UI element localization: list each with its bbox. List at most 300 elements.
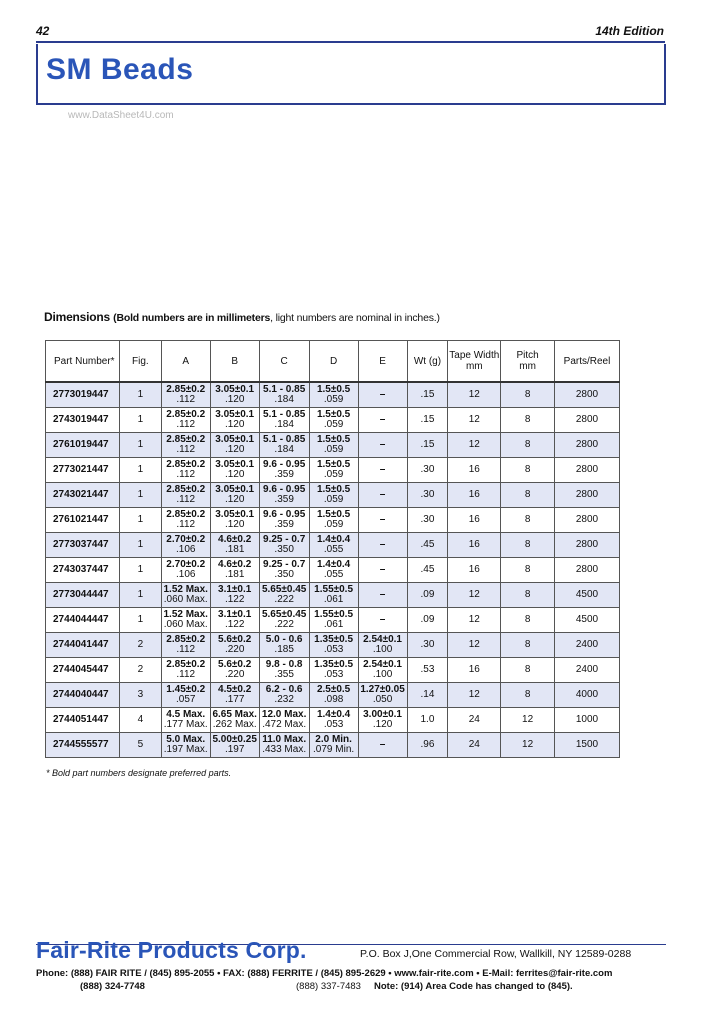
header-c: C (259, 341, 309, 383)
cell-b-mm: 3.05±0.1 (215, 484, 255, 495)
cell-c (259, 658, 309, 683)
cell-pitch: 8 (501, 508, 555, 533)
cell-c-mm: 5.65±0.45 (261, 609, 307, 620)
cell-c (259, 533, 309, 558)
table-row (46, 558, 620, 583)
cell-parts-reel: 4000 (555, 683, 620, 708)
cell-part-number: 2773037447 (46, 533, 120, 558)
cell-parts-reel: 2800 (555, 558, 620, 583)
cell-a (161, 508, 210, 533)
cell-a (161, 558, 210, 583)
cell-tape-width: 12 (448, 683, 501, 708)
cell-a-mm: 2.85±0.2 (166, 384, 206, 395)
cell-a-mm: 2.85±0.2 (166, 459, 206, 470)
cell-tape-width: 12 (448, 608, 501, 633)
cell-tape-width: 16 (448, 658, 501, 683)
page-number: 42 (36, 24, 50, 38)
cell-d-mm: 1.5±0.5 (316, 484, 351, 495)
cell-c-mm: 9.8 - 0.8 (265, 659, 303, 670)
cell-wt: .15 (407, 382, 448, 408)
cell-c (259, 708, 309, 733)
cell-a-inch: .060 Max. (163, 594, 208, 605)
cell-b-mm: 6.65 Max. (212, 709, 257, 720)
dimensions-heading-mid: (Bold numbers are in millimeters (113, 312, 271, 324)
cell-a-mm: 5.0 Max. (166, 734, 206, 745)
cell-parts-reel: 2800 (555, 458, 620, 483)
cell-pitch: 12 (501, 708, 555, 733)
cell-d-mm: 1.4±0.4 (316, 534, 351, 545)
cell-parts-reel: 1500 (555, 733, 620, 758)
cell-fig: 1 (119, 458, 161, 483)
table-row (46, 508, 620, 533)
cell-tape-width: 16 (448, 558, 501, 583)
cell-a-inch: .106 (176, 544, 196, 555)
cell-b-mm: 5.6±0.2 (218, 634, 252, 645)
cell-d (309, 458, 358, 483)
header-pitch (501, 341, 555, 383)
dimensions-table (45, 340, 620, 758)
cell-c-inch: .359 (274, 494, 294, 505)
cell-e (358, 608, 407, 633)
header-a: A (161, 341, 210, 383)
cell-wt: .15 (407, 408, 448, 433)
table-row (46, 483, 620, 508)
table-row (46, 683, 620, 708)
table-body (46, 382, 620, 758)
cell-a-inch: .057 (176, 694, 196, 705)
cell-e-mm: 2.54±0.1 (363, 659, 402, 670)
cell-parts-reel: 2800 (555, 382, 620, 408)
header-rule (36, 41, 665, 43)
cell-a (161, 608, 210, 633)
cell-c (259, 483, 309, 508)
cell-c-inch: .184 (274, 394, 294, 405)
cell-pitch: 8 (501, 683, 555, 708)
cell-parts-reel: 2800 (555, 533, 620, 558)
cell-d-inch: .053 (323, 669, 344, 680)
cell-wt: .53 (407, 658, 448, 683)
cell-a-inch: .112 (176, 419, 196, 430)
cell-tape-width: 12 (448, 382, 501, 408)
cell-pitch: 8 (501, 408, 555, 433)
cell-fig: 1 (119, 382, 161, 408)
cell-a-inch: .112 (176, 494, 196, 505)
table-row (46, 583, 620, 608)
cell-d-mm: 1.5±0.5 (316, 409, 351, 420)
cell-wt: .30 (407, 633, 448, 658)
cell-a (161, 408, 210, 433)
header-tape-width (448, 341, 501, 383)
cell-d (309, 382, 358, 408)
table-row (46, 382, 620, 408)
cell-parts-reel: 2800 (555, 508, 620, 533)
table-row (46, 733, 620, 758)
contact-line-2 (80, 981, 573, 992)
cell-wt: .30 (407, 458, 448, 483)
cell-e-mm: 3.00±0.1 (363, 709, 402, 720)
header-wt: Wt (g) (407, 341, 448, 383)
cell-a-inch: .112 (176, 519, 196, 530)
cell-a (161, 382, 210, 408)
cell-c-inch: .184 (274, 419, 294, 430)
cell-d-mm: 1.5±0.5 (316, 509, 351, 520)
cell-part-number: 2743037447 (46, 558, 120, 583)
cell-tape-width: 24 (448, 708, 501, 733)
cell-part-number: 2744040447 (46, 683, 120, 708)
cell-d-mm: 1.35±0.5 (314, 659, 354, 670)
cell-c-inch: .222 (274, 594, 294, 605)
cell-a (161, 583, 210, 608)
cell-a-mm: 2.85±0.2 (166, 634, 206, 645)
table-row (46, 533, 620, 558)
cell-e-mm: – (379, 514, 386, 525)
cell-d (309, 408, 358, 433)
area-code-note: Note: (914) Area Code has changed to (845). (374, 981, 573, 992)
header-d: D (309, 341, 358, 383)
alt-phone-1: (888) 324-7748 (80, 981, 145, 992)
cell-fig: 1 (119, 408, 161, 433)
cell-parts-reel: 2800 (555, 433, 620, 458)
cell-parts-reel: 2400 (555, 633, 620, 658)
cell-b-inch: .220 (224, 644, 245, 655)
cell-b-inch: .120 (224, 394, 245, 405)
cell-a (161, 458, 210, 483)
cell-b (210, 683, 259, 708)
cell-d (309, 483, 358, 508)
cell-b (210, 558, 259, 583)
cell-tape-width: 12 (448, 408, 501, 433)
cell-parts-reel: 1000 (555, 708, 620, 733)
cell-a (161, 533, 210, 558)
cell-b-inch: .122 (224, 619, 245, 630)
cell-d-mm: 1.5±0.5 (316, 434, 351, 445)
cell-tape-width: 12 (448, 433, 501, 458)
title-box (36, 44, 666, 105)
cell-tape-width: 12 (448, 583, 501, 608)
cell-wt: .30 (407, 483, 448, 508)
cell-c-mm: 5.65±0.45 (261, 584, 307, 595)
header-fig: Fig. (119, 341, 161, 383)
cell-fig: 4 (119, 708, 161, 733)
header-e: E (358, 341, 407, 383)
cell-e-mm: 2.54±0.1 (363, 634, 402, 645)
cell-e-mm: – (379, 389, 386, 400)
cell-fig: 1 (119, 433, 161, 458)
cell-e-inch: .100 (372, 669, 393, 680)
cell-b-mm: 3.1±0.1 (218, 584, 252, 595)
cell-e (358, 633, 407, 658)
cell-d (309, 633, 358, 658)
cell-c-inch: .355 (274, 669, 294, 680)
cell-b-mm: 4.6±0.2 (218, 559, 252, 570)
table-footnote: * Bold part numbers designate preferred parts. (46, 768, 232, 778)
cell-e-mm: – (379, 564, 386, 575)
cell-c-mm: 5.1 - 0.85 (263, 409, 306, 420)
cell-a-inch: .106 (176, 569, 196, 580)
cell-wt: 1.0 (407, 708, 448, 733)
cell-b-inch: .197 (224, 744, 245, 755)
cell-d-inch: .098 (323, 694, 344, 705)
header-tape-line2: mm (465, 361, 483, 372)
cell-e-mm: – (379, 464, 386, 475)
dimensions-heading-bold: Dimensions (44, 310, 111, 324)
cell-tape-width: 24 (448, 733, 501, 758)
cell-c-inch: .359 (274, 469, 294, 480)
cell-c-mm: 9.6 - 0.95 (263, 459, 306, 470)
cell-c-inch: .350 (274, 544, 294, 555)
cell-d-inch: .079 Min. (313, 744, 355, 755)
cell-d (309, 733, 358, 758)
cell-pitch: 8 (501, 382, 555, 408)
cell-a-mm: 2.85±0.2 (166, 409, 206, 420)
cell-c-inch: .472 Max. (262, 719, 307, 730)
cell-part-number: 2761019447 (46, 433, 120, 458)
cell-wt: .96 (407, 733, 448, 758)
cell-b-inch: .120 (224, 469, 245, 480)
cell-c-inch: .433 Max. (262, 744, 307, 755)
page-title: SM Beads (46, 53, 194, 86)
cell-b-inch: .120 (224, 444, 245, 455)
cell-e-mm: – (379, 539, 386, 550)
cell-e (358, 382, 407, 408)
cell-d (309, 433, 358, 458)
cell-a-mm: 2.70±0.2 (166, 559, 206, 570)
cell-d (309, 658, 358, 683)
cell-tape-width: 16 (448, 533, 501, 558)
table-row (46, 608, 620, 633)
cell-fig: 5 (119, 733, 161, 758)
cell-c (259, 508, 309, 533)
cell-wt: .09 (407, 583, 448, 608)
cell-pitch: 8 (501, 583, 555, 608)
cell-a (161, 658, 210, 683)
cell-c-mm: 9.25 - 0.7 (263, 559, 306, 570)
cell-fig: 1 (119, 608, 161, 633)
cell-a-inch: .197 Max. (163, 744, 208, 755)
cell-b-inch: .220 (224, 669, 245, 680)
cell-a-inch: .112 (176, 644, 196, 655)
cell-pitch: 8 (501, 533, 555, 558)
cell-b-inch: .122 (224, 594, 245, 605)
cell-b-mm: 4.5±0.2 (218, 684, 252, 695)
cell-b-inch: .262 Max. (212, 719, 257, 730)
cell-parts-reel: 2800 (555, 483, 620, 508)
cell-fig: 2 (119, 633, 161, 658)
cell-pitch: 8 (501, 633, 555, 658)
table-row (46, 408, 620, 433)
table-row (46, 433, 620, 458)
cell-c-inch: .359 (274, 519, 294, 530)
alt-phone-2: (888) 337-7483 (296, 981, 361, 992)
cell-d-inch: .061 (323, 619, 344, 630)
cell-fig: 2 (119, 658, 161, 683)
cell-part-number: 2761021447 (46, 508, 120, 533)
cell-wt: .09 (407, 608, 448, 633)
cell-pitch: 8 (501, 658, 555, 683)
cell-fig: 1 (119, 483, 161, 508)
cell-a (161, 633, 210, 658)
cell-c (259, 408, 309, 433)
cell-d-inch: .053 (323, 719, 344, 730)
cell-b-mm: 5.00±0.25 (212, 734, 257, 745)
cell-a-mm: 1.52 Max. (163, 609, 208, 620)
cell-b (210, 658, 259, 683)
header-parts-reel: Parts/Reel (555, 341, 620, 383)
cell-e (358, 658, 407, 683)
cell-tape-width: 16 (448, 458, 501, 483)
cell-c-mm: 9.6 - 0.95 (263, 509, 306, 520)
header-tape-line1: Tape Width (449, 350, 500, 361)
cell-c-inch: .185 (274, 644, 294, 655)
cell-b-mm: 3.05±0.1 (215, 384, 255, 395)
cell-a (161, 683, 210, 708)
cell-part-number: 2773044447 (46, 583, 120, 608)
cell-e-inch: .100 (372, 644, 393, 655)
cell-d (309, 558, 358, 583)
table-row (46, 458, 620, 483)
cell-b (210, 708, 259, 733)
cell-d-inch: .061 (323, 594, 344, 605)
cell-d-mm: 1.55±0.5 (314, 584, 354, 595)
cell-wt: .45 (407, 533, 448, 558)
cell-e (358, 408, 407, 433)
cell-b-mm: 4.6±0.2 (218, 534, 252, 545)
cell-c-inch: .184 (274, 444, 294, 455)
cell-c-inch: .232 (274, 694, 294, 705)
dimensions-heading (44, 310, 440, 324)
cell-a-inch: .177 Max. (163, 719, 208, 730)
cell-parts-reel: 2800 (555, 408, 620, 433)
cell-part-number: 2743019447 (46, 408, 120, 433)
cell-d-mm: 1.5±0.5 (316, 384, 351, 395)
cell-e (358, 733, 407, 758)
cell-e-mm: – (379, 414, 386, 425)
cell-a-inch: .112 (176, 394, 196, 405)
header-b: B (210, 341, 259, 383)
cell-e (358, 508, 407, 533)
cell-fig: 1 (119, 508, 161, 533)
cell-d-inch: .059 (323, 394, 344, 405)
cell-tape-width: 16 (448, 508, 501, 533)
cell-b-mm: 3.05±0.1 (215, 509, 255, 520)
cell-d-inch: .053 (323, 644, 344, 655)
table-row (46, 708, 620, 733)
cell-d-inch: .059 (323, 444, 344, 455)
cell-c (259, 733, 309, 758)
cell-c-mm: 5.1 - 0.85 (263, 384, 306, 395)
cell-a (161, 708, 210, 733)
cell-part-number: 2773019447 (46, 382, 120, 408)
cell-d (309, 708, 358, 733)
cell-b-mm: 5.6±0.2 (218, 659, 252, 670)
cell-b (210, 433, 259, 458)
cell-a (161, 483, 210, 508)
cell-a-inch: .060 Max. (163, 619, 208, 630)
header-pitch-line2: mm (519, 361, 536, 372)
cell-d-mm: 1.4±0.4 (316, 559, 351, 570)
cell-e-mm: 1.27±0.05 (360, 684, 405, 695)
cell-e-mm: – (379, 489, 386, 500)
cell-c-inch: .222 (274, 619, 294, 630)
cell-c (259, 608, 309, 633)
cell-b (210, 508, 259, 533)
cell-wt: .15 (407, 433, 448, 458)
cell-part-number: 2744045447 (46, 658, 120, 683)
cell-a-mm: 4.5 Max. (166, 709, 206, 720)
header-part-number: Part Number* (46, 341, 120, 383)
cell-b-mm: 3.1±0.1 (218, 609, 252, 620)
cell-a-inch: .112 (176, 669, 196, 680)
cell-e (358, 483, 407, 508)
cell-c-mm: 9.25 - 0.7 (263, 534, 306, 545)
cell-a-mm: 2.85±0.2 (166, 484, 206, 495)
cell-b (210, 483, 259, 508)
cell-e (358, 683, 407, 708)
cell-d-inch: .055 (323, 569, 344, 580)
cell-a-mm: 1.52 Max. (163, 584, 208, 595)
cell-c-mm: 6.2 - 0.6 (265, 684, 303, 695)
cell-a-mm: 1.45±0.2 (166, 684, 206, 695)
cell-wt: .30 (407, 508, 448, 533)
cell-c-mm: 11.0 Max. (262, 734, 307, 745)
cell-d-mm: 2.5±0.5 (316, 684, 351, 695)
cell-d (309, 583, 358, 608)
cell-wt: .45 (407, 558, 448, 583)
table-header-row (46, 341, 620, 383)
cell-d-inch: .059 (323, 494, 344, 505)
cell-b-inch: .120 (224, 419, 245, 430)
table-row (46, 658, 620, 683)
cell-c (259, 583, 309, 608)
cell-d-inch: .059 (323, 419, 344, 430)
cell-e-inch: .120 (372, 719, 393, 730)
cell-d-inch: .059 (323, 469, 344, 480)
cell-d-mm: 1.35±0.5 (314, 634, 354, 645)
cell-part-number: 2743021447 (46, 483, 120, 508)
cell-c-mm: 9.6 - 0.95 (263, 484, 306, 495)
cell-d-mm: 1.55±0.5 (314, 609, 354, 620)
cell-b-inch: .120 (224, 494, 245, 505)
cell-pitch: 8 (501, 558, 555, 583)
cell-e-mm: – (379, 589, 386, 600)
cell-a-mm: 2.85±0.2 (166, 659, 206, 670)
cell-d (309, 608, 358, 633)
company-name: Fair-Rite Products Corp. (36, 937, 307, 963)
cell-c (259, 683, 309, 708)
cell-e (358, 708, 407, 733)
cell-c-mm: 5.0 - 0.6 (265, 634, 303, 645)
cell-b-mm: 3.05±0.1 (215, 409, 255, 420)
cell-part-number: 2744044447 (46, 608, 120, 633)
cell-d-mm: 1.4±0.4 (316, 709, 351, 720)
cell-a-mm: 2.85±0.2 (166, 434, 206, 445)
contact-line (36, 968, 612, 979)
cell-d (309, 683, 358, 708)
watermark: www.DataSheet4U.com (68, 110, 174, 121)
cell-b-inch: .181 (224, 569, 245, 580)
cell-d-inch: .059 (323, 519, 344, 530)
contact-line-text: Phone: (888) FAIR RITE / (845) 895-2055 • FAX: (888) FERRITE / (845) 895-2629 • www.fair-rite.com • E-Mail: ferrites@fair-rite.com (36, 968, 613, 979)
cell-d-inch: .055 (323, 544, 344, 555)
cell-e (358, 458, 407, 483)
header-pitch-line1: Pitch (516, 350, 539, 361)
dimensions-heading-rest: , light numbers are nominal in inches.) (270, 312, 440, 324)
cell-a-inch: .112 (176, 444, 196, 455)
cell-part-number: 2773021447 (46, 458, 120, 483)
cell-e-mm: – (379, 439, 386, 450)
cell-e-inch: .050 (372, 694, 393, 705)
cell-pitch: 8 (501, 483, 555, 508)
